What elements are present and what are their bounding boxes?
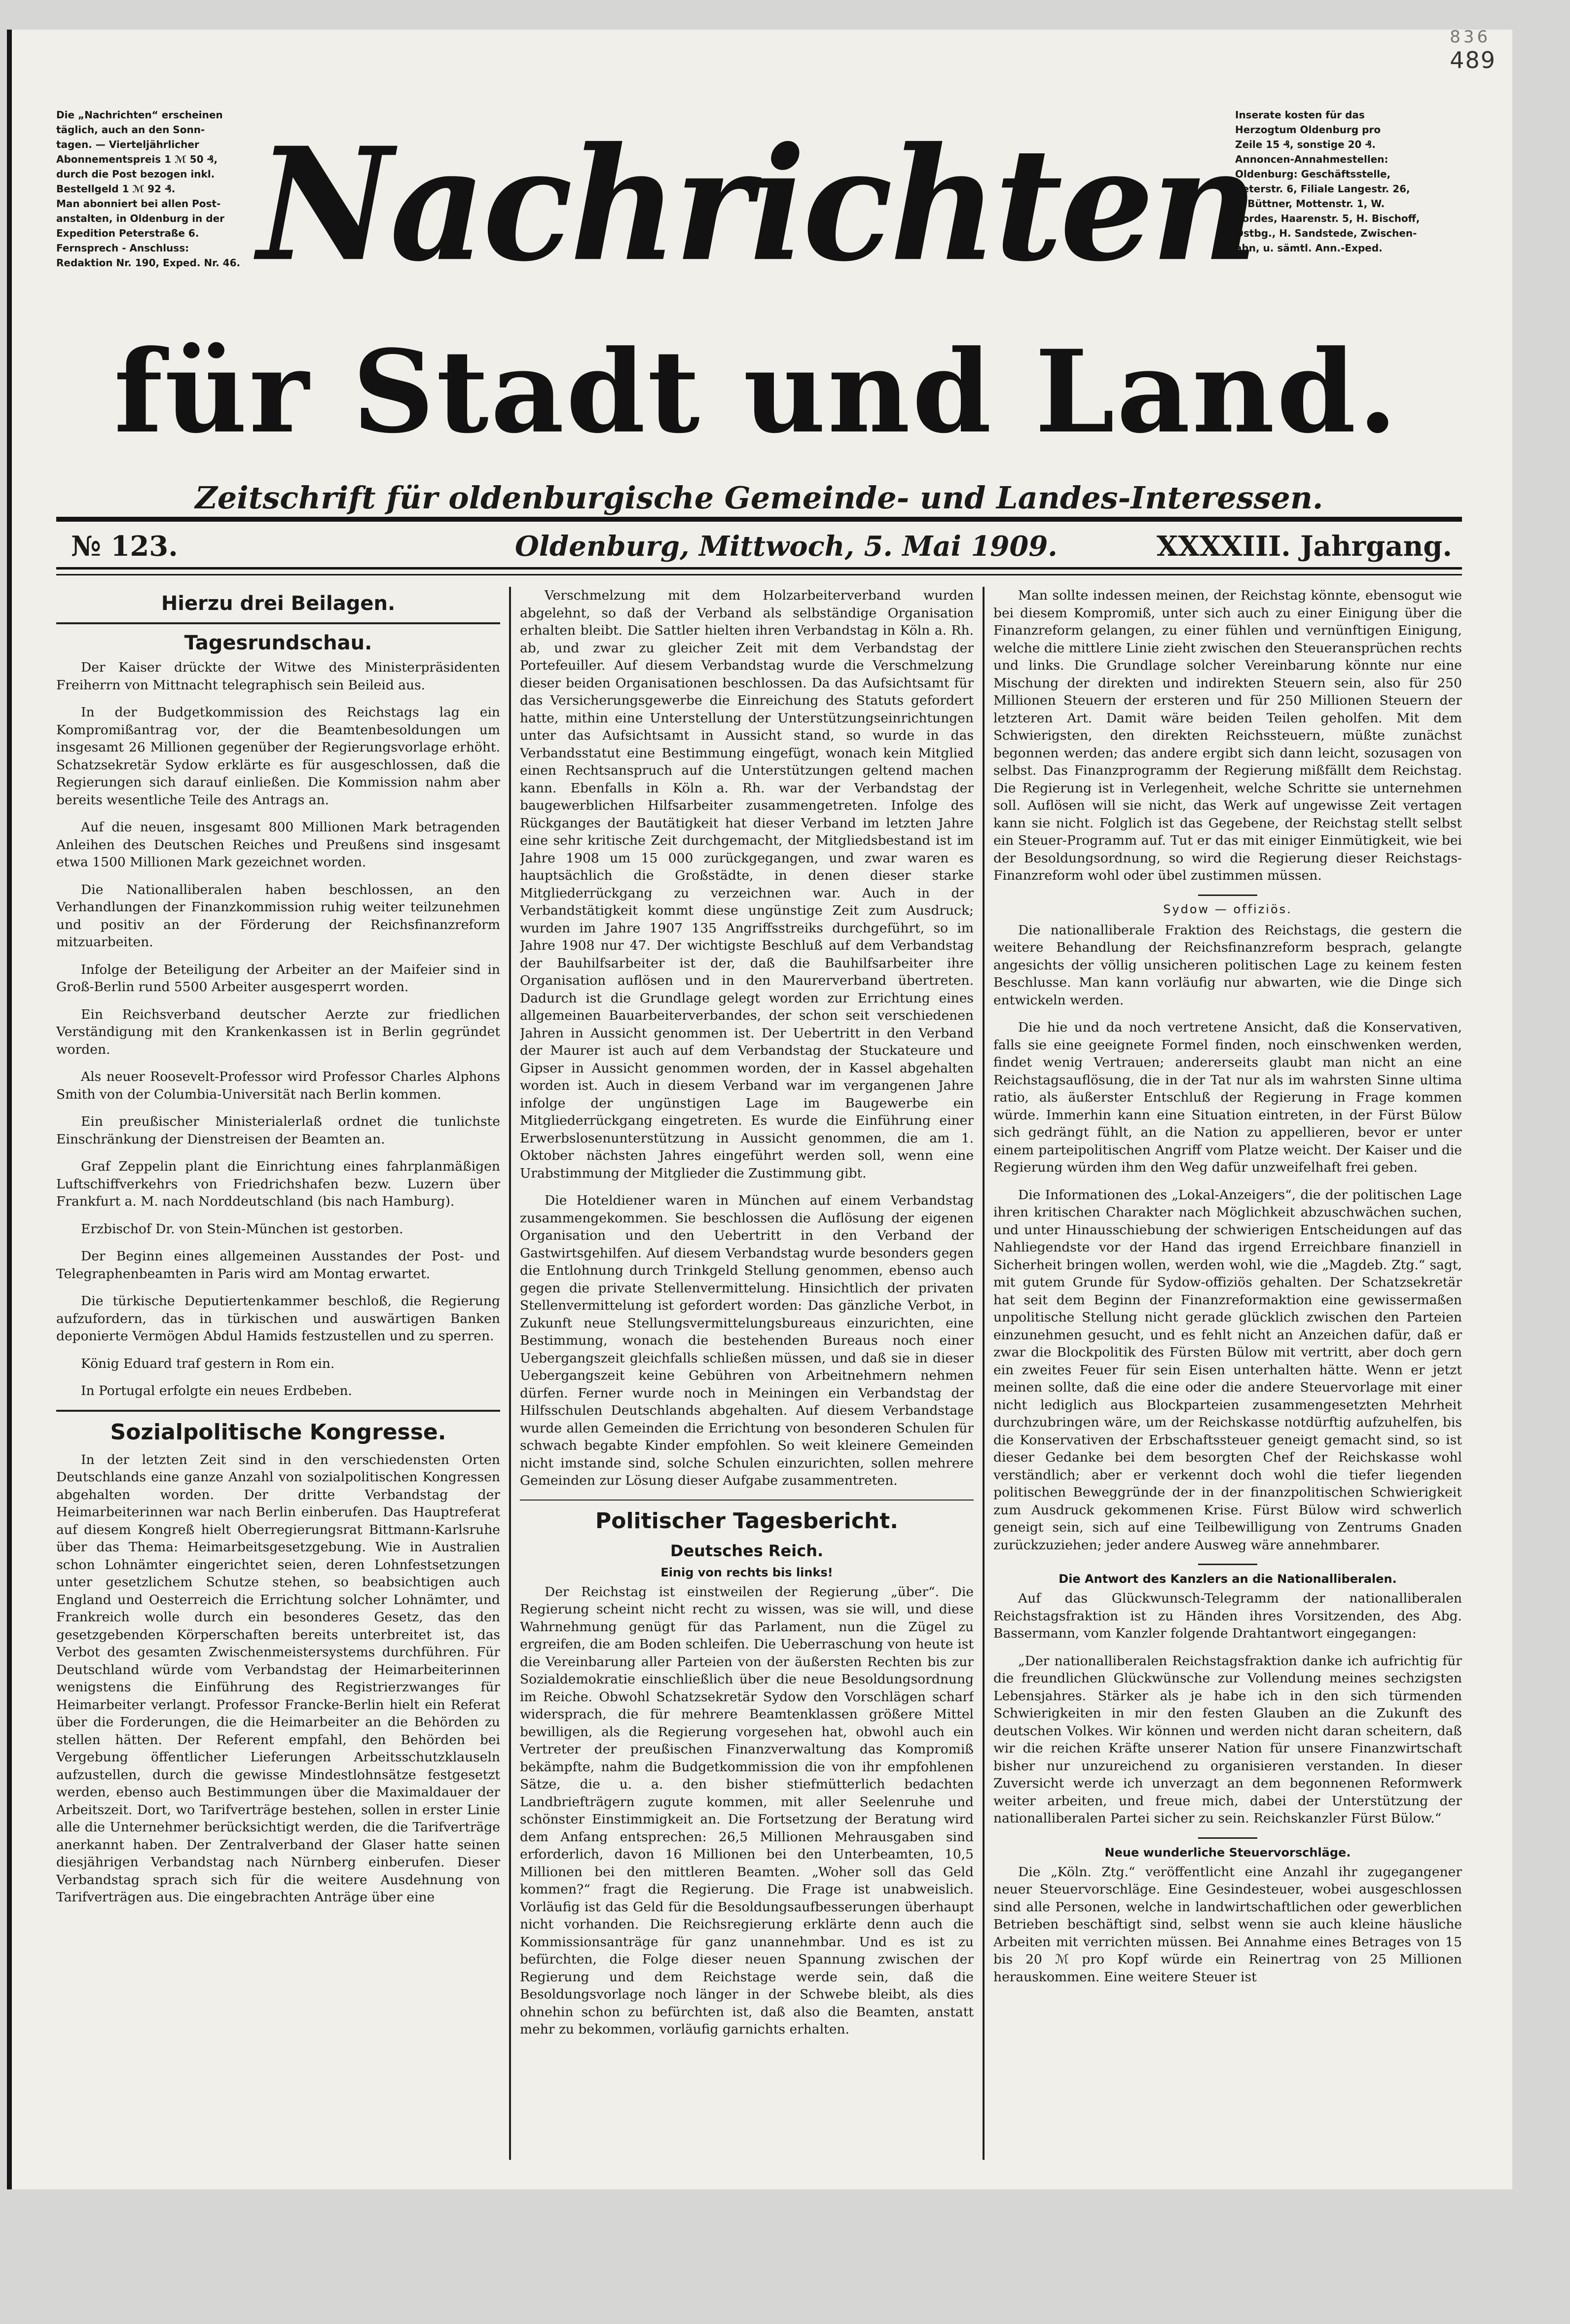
article-body — [993, 922, 1462, 1554]
article-body — [993, 587, 1462, 885]
paragraph: Die Hoteldiener waren in München auf einem Verbandstag zusammengekommen. Sie beschlossen die Auflösung der eigenen Organisation und den Uebertritt in den Verband der Gastwirtsgehilfen. Auf diesem Verbandstag wurde besonders gegen die Entlohnung durch Trinkgeld Stellung genommen, ebenso auch gegen die private Stellenvermittelung. Hinsichtlich der privaten Stellenvermittelung ist gefordert worden: Das gänzliche Verbot, in Zukunft neue Stellungsvermittelungsbureaus einzurichten, eine Bestimmung, wonach die bestehenden Bureaus noch einer Uebergangszeit gleichfalls schließen müssen, und daß sie in dieser Uebergangszeit keine Gebühren von Arbeitnehmern nehmen dürfen. Ferner wurde noch in Meiningen ein Verbandstag der Hilfsschulen Deutschlands abgehalten. Auf diesem Verbandstage wurde allen Gemeinden die Errichtung von besonderen Schulen für schwach begabte Kinder empfohlen. So weit kleinere Gemeinden nicht imstande sind, solche Schulen einzurichten, sollen mehrere Gemeinden zur Lösung dieser Aufgabe zusammentreten. — [520, 1193, 974, 1488]
divider — [56, 622, 500, 624]
notice-line: Zeile 15 ₰, sonstige 20 ₰. — [1235, 139, 1376, 150]
paragraph: Der Reichstag ist einstweilen der Regierung „über“. Die Regierung scheint nicht recht zu wissen, was sie will, und diese Wahrnehmung genügt für das Parlament, nun die Zügel zu ergreifen, die am Boden schleifen. Die Ueberraschung von heute ist die Vereinbarung aller Parteien von der äußersten Rechten bis zur Sozialdemokratie einschließlich über die neue Besoldungsordnung im Reiche. Obwohl Schatzsekretär Sydow den Vorschlägen scharf widersprach, die für mehrere Beamtenklassen größere Mittel bewilligen, als die Regierung vorgesehen hat, obwohl auch ein Vertreter der preußischen Finanzverwaltung das Kompromiß bekämpfte, nahm die Budgetkommission die von ihr empfohlenen Sätze, die u. a. den bisher stiefmütterlich bedachten Landbriefträgern zugute kommen, mit aller Seelenruhe und schönster Einstimmigkeit an. Die Fortsetzung der Beratung wird dem Anfang entsprechen: 26,5 Millionen Mehrausgaben sind erforderlich, davon 16 Millionen bei den Unterbeamten, 10,5 Millionen bei den mittleren Beamten. „Woher soll das Geld kommen?“ fragt die Regierung. Die Frage ist unabweislich. Vorläufig ist das Geld für die Besoldungsaufbesserungen überhaupt nicht vorhanden. Die Reichsregierung erklärte denn auch die Kommissionsanträge für ganz unannehmbar. Und es ist zu befürchten, die Folge dieser neuen Spannung zwischen der Regierung und dem Reichstage werde sein, daß die Besoldungsvorlage noch länger in der Schwebe bleibt, als dies ohnehin schon zu befürchten ist, daß also die Beamten, anstatt mehr zu bekommen, vorläufig garnichts erhalten. — [520, 1584, 974, 2037]
column-divider — [983, 587, 985, 2160]
divider — [1198, 1837, 1257, 1839]
column-2 — [520, 587, 974, 2180]
archive-mark — [1450, 27, 1496, 73]
paragraph: Graf Zeppelin plant die Einrichtung eines fahrplanmäßigen Luftschiffverkehrs von Friedrichshafen bezw. Luzern über Frankfurt a. M. nach Norddeutschland (bis nach Hamburg). — [56, 1159, 500, 1209]
paragraph: König Eduard traf gestern in Rom ein. — [81, 1356, 335, 1371]
dateline — [71, 527, 1452, 566]
supplements-note: Hierzu drei Beilagen. — [161, 592, 396, 615]
paragraph: In der letzten Zeit sind in den verschiedensten Orten Deutschlands eine ganze Anzahl von sozialpolitischen Kongressen abgehalten worden. Der dritte Verbandstag der Heimarbeiterinnen war nach Berlin einberufen. Das Hauptreferat auf diesem Kongreß hielt Oberregierungsrat Bittmann-Karlsruhe über das Thema: Heimarbeitsgesetzgebung. Wie in Australien schon Lohnämter eingerichtet seien, deren Lohnfestsetzungen unter gesetzlichem Schutze stehen, so beabsichtigen auch England und Oesterreich die Errichtung solcher Lohnämter, und Frankreich wolle durch ein besonderes Gesetz, das den gesetzgebenden Körperschaften bereits unterbreitet ist, das Verbot des gesamten Zwischenmeistersystems durchführen. Für Deutschland würde vom Verbandstag der Heimarbeiterinnen wenigstens die Einführung des Registrierzwanges für Heimarbeiter verlangt. Professor Francke-Berlin hielt ein Referat über die Forderungen, die die Heimarbeiter an die Behörden zu stellen hätten. Der Referent empfahl, den Behörden bei Vergebung öffentlicher Lieferungen Arbeitsschutzklauseln aufzustellen, durch die gewisse Mindestlohnsätze festgesetzt werden, ebenso auch Bestimmungen über die Maximaldauer der Arbeitszeit. Dort, wo Tarifverträge bestehen, sollen in erster Linie alle die Unternehmer berücksichtigt werden, die die Tarifverträge anerkannt haben. Der Zentralverband der Glaser hatte seinen diesjährigen Verbandstag nach Nürnberg einberufen. Dieser Verbandstag sprach sich für die weitere Ausdehnung von Tarifverträgen aus. Die eingebrachten Anträge über eine — [56, 1452, 500, 1905]
archive-mark-top: 836 — [1450, 27, 1491, 47]
section-heading: Sozialpolitische Kongresse. — [110, 1419, 446, 1445]
paragraph: Man sollte indessen meinen, der Reichstag könnte, ebensogut wie bei diesem Kompromiß, unter sich auch zu einer Einigung über die Finanzreform gelangen, zu einer fühlen und vernünftigen Einigung, welche die mittlere Linie zieht zwischen den Steueransprüchen rechts und links. Die Grundlage solcher Vereinbarung könnte nur eine Mischung der direkten und indirekten Steuern sein, also für 250 Millionen Steuern der ersteren und für 250 Millionen Steuern der letzteren Art. Damit wäre beiden Teilen geholfen. Mit dem Schwierigsten, den direkten Reichssteuern, müßte zunächst begonnen werden; das andere ergibt sich dann leicht, sozusagen von selbst. Das Finanzprogramm der Regierung mißfällt dem Reichstag. Die Regierung ist in Verlegenheit, welche Schritte sie unternehmen soll. Auflösen will sie nicht, das Werk auf ungewisse Zeit vertagen kann sie nicht. Folglich ist das Gegebene, der Reichstag stellt selbst ein Steuer-Programm auf. Tut er das mit einiger Einmütigkeit, wie bei der Besoldungsordnung, so wird die Regierung dieser Reichstags-Finanzreform wohl oder übel zustimmen müssen. — [993, 588, 1462, 883]
notice-line: ahn, u. sämtl. Ann.-Exped. — [1235, 242, 1383, 254]
notice-line: Herzogtum Oldenburg pro — [1235, 124, 1381, 136]
notice-line: anstalten, in Oldenburg in der — [56, 213, 225, 224]
notice-line: Oldenburg: Geschäftsstelle, — [1235, 168, 1391, 180]
masthead-title-line2: für Stadt und Land. — [113, 325, 1400, 459]
masthead-subtitle: Zeitschrift für oldenburgische Gemeinde- und Landes-Interessen. — [195, 480, 1323, 516]
section-heading: Tagesrundschau. — [184, 632, 372, 654]
masthead-title-line1: Nachrichten — [257, 113, 1256, 296]
paragraph: Als neuer Roosevelt-Professor wird Professor Charles Alphons Smith von der Columbia-Universität nach Berlin kommen. — [56, 1069, 500, 1102]
paragraph: In der Budgetkommission des Reichstags lag ein Kompromißantrag vor, der die Beamtenbesoldungen um insgesamt 26 Millionen gegenüber der Regierungsvorlage erhöht. Schatzsekretär Sydow erklärte es für ausgeschlossen, daß die Regierungen sich darauf einließen. Die Kommission nahm aber bereits wesentliche Teile des Antrags an. — [56, 705, 500, 808]
paragraph: Der Beginn eines allgemeinen Ausstandes der Post- und Telegraphenbeamten in Paris wird am Montag erwartet. — [56, 1249, 500, 1282]
article-body — [520, 587, 974, 1490]
article-heading: Die Antwort des Kanzlers an die Nationalliberalen. — [1059, 1572, 1397, 1586]
paragraph: Infolge der Beteiligung der Arbeiter an der Maifeier sind in Groß-Berlin rund 5500 Arbeiter ausgesperrt worden. — [56, 962, 500, 995]
notice-line: Fernsprech - Anschluss: — [56, 242, 189, 254]
notice-line: Peterstr. 6, Filiale Langestr. 26, — [1235, 183, 1410, 195]
masthead-rule-bottom — [56, 567, 1462, 570]
paragraph: Ein Reichsverband deutscher Aerzte zur friedlichen Verständigung mit den Krankenkassen ist in Berlin gegründet worden. — [56, 1006, 500, 1057]
paragraph: Die türkische Deputiertenkammer beschloß, die Regierung aufzufordern, das in türkischen und auswärtigen Banken deponierte Vermögen Abdul Hamids festzustellen und zu sperren. — [56, 1293, 500, 1344]
paragraph: Ein preußischer Ministerialerlaß ordnet die tunlichste Einschränkung der Dienstreisen der Beamten an. — [56, 1114, 500, 1147]
paragraph: In Portugal erfolgte ein neues Erdbeben. — [81, 1383, 352, 1398]
article-body — [520, 1583, 974, 2038]
paragraph: „Der nationalliberalen Reichstagsfraktion danke ich aufrichtig für die freundlichen Glückwünsche zur Vollendung meines sechzigsten Lebensjahres. Stärker als je habe ich in den sich türmenden Schwierigkeiten in mir den festen Glauben an die Zukunft des deutschen Volkes. Wir können und werden nicht daran scheitern, daß wir die reichen Kräfte unserer Nation für unsere Finanzwirtschaft bisher nur unzureichend zu organisieren verstanden. In dieser Zuversicht werde ich unverzagt an dem begonnenen Reformwerk weiter arbeiten, und freue mich, dabei der Unterstützung der nationalliberalen Partei sicher zu sein. Reichskanzler Fürst Bülow.“ — [993, 1653, 1462, 1826]
notice-line: Man abonniert bei allen Post- — [56, 198, 221, 210]
notice-line: Bestellgeld 1 ℳ 92 ₰. — [56, 183, 176, 195]
notice-line: durch die Post bezogen inkl. — [56, 168, 215, 180]
notice-line: Abonnementspreis 1 ℳ 50 ₰, — [56, 153, 218, 165]
section-subheading: Deutsches Reich. — [670, 1541, 824, 1560]
notice-line: Ostbg., H. Sandstede, Zwischen- — [1235, 227, 1417, 239]
notice-line: F. Büttner, Mottenstr. 1, W. — [1235, 198, 1385, 210]
article-heading: Neue wunderliche Steuervorschläge. — [1104, 1845, 1351, 1859]
masthead-rule-top — [56, 517, 1462, 522]
paragraph: Verschmelzung mit dem Holzarbeiterverband wurden abgelehnt, so daß der Verband als selbständige Organisation erhalten bleibt. Die Sattler hielten ihren Verbandstag in Köln a. Rh. ab, und zwar zu gleicher Zeit mit dem Verbandstag der Portefeuiller. Auf diesem Verbandstag wurde die Verschmelzung dieser beiden Organisationen beschlossen. Da das Aufsichtsamt für das Versicherungsgewerbe die Einreichung des Statuts gefordert hatte, mithin eine Unterstellung der Unterstützungseinrichtungen unter das Aufsichtsamt in Aussicht stand, so wurde in das Verbandsstatut eine Bestimmung eingefügt, wonach kein Mitglied einen Rechtsanspruch auf die Unterstützungen geltend machen kann. Ebenfalls in Köln a. Rh. war der Verbandstag der baugewerblichen Hilfsarbeiter zusammengetreten. Infolge des Rückganges der Bautätigkeit hat dieser Verband im letzten Jahre eine sehr kritische Zeit durchgemacht, der Mitgliedsbestand ist im Jahre 1908 um 15 000 zurückgegangen, und zwar waren es hauptsächlich die Großstädte, in denen dieser starke Mitgliederrückgang zu verzeichnen war. Auch in der Verbandstätigkeit kommt diese ungünstige Zeit zum Ausdruck; wurden im Jahre 1907 135 Angriffsstreiks durchgeführt, so im Jahre 1908 nur 47. Der wichtigste Beschluß auf dem Verbandstag der Bauhilfsarbeiter ist der, daß die Bauhilfsarbeiter ihre Organisation auflösen und in den Maurerverband übertreten. Dadurch ist die Grundlage gelegt worden zur Errichtung eines allgemeinen Bauarbeiterverbandes, der schon seit verschiedenen Jahren in Aussicht genommen ist. Der Uebertritt in den Verband der Maurer ist auch auf dem Verbandstag der Stuckateure und Gipser in Aussicht genommen worden, der in Kassel abgehalten worden ist. Auch in diesem Verband war im vergangenen Jahre infolge der ungünstigen Lage im Baugewerbe ein Mitgliederrückgang eingetreten. Es wurde die Einführung einer Erwerbslosenunterstützung in Aussicht genommen, die am 1. Oktober nächsten Jahres eingeführt werden soll, wenn eine Urabstimmung der Mitglieder die Zustimmung gibt. — [520, 588, 974, 1181]
notice-line: täglich, auch an den Sonn- — [56, 124, 205, 136]
notice-line: tagen. — Vierteljährlicher — [56, 139, 199, 150]
article-heading: Einig von rechts bis links! — [660, 1565, 833, 1579]
column-1 — [56, 587, 500, 2180]
newspaper-page — [7, 30, 1512, 2189]
column-3 — [993, 587, 1462, 2180]
issue-date: Oldenburg, Mittwoch, 5. Mai 1909. — [515, 530, 1058, 563]
notice-line: Cordes, Haarenstr. 5, H. Bischoff, — [1235, 213, 1420, 224]
notice-line: Redaktion Nr. 190, Exped. Nr. 46. — [56, 257, 241, 269]
paragraph: Die nationalliberale Fraktion des Reichstags, die gestern die weitere Behandlung der Reichsfinanzreform besprach, gelangte angesichts der völlig unsicheren politischen Lage zu keinem festen Beschlusse. Man kann vorläufig nur abwarten, wie die Dinge sich entwickeln werden. — [993, 922, 1462, 1008]
paragraph: Der Kaiser drückte der Witwe des Ministerpräsidenten Freiherrn von Mittnacht telegraphisch sein Beileid aus. — [56, 660, 500, 693]
notice-line: Annoncen-Annahmestellen: — [1235, 153, 1388, 165]
notice-line: Inserate kosten für das — [1235, 109, 1365, 121]
divider — [520, 1500, 974, 1501]
section-heading: Politischer Tagesbericht. — [595, 1508, 899, 1534]
issue-year: XXXXIII. Jahrgang. — [1156, 530, 1452, 563]
article-body — [56, 1451, 500, 1906]
news-roundup — [56, 659, 500, 1400]
paragraph: Auf das Glückwunsch-Telegramm der nationalliberalen Reichstagsfraktion ist zu Händen ihres Vorsitzenden, des Abg. Bassermann, vom Kanzler folgende Drahtantwort eingegangen: — [993, 1591, 1462, 1641]
paragraph: Erzbischof Dr. von Stein-München ist gestorben. — [81, 1221, 403, 1237]
paragraph: Die Informationen des „Lokal-Anzeigers“, die der politischen Lage ihren kritischen Charakter nach Möglichkeit abzuschwächen suchen, und unter Hinausschiebung der schwierigen Entscheidungen auf das Nahliegendste vor der Hand das irgend Erreichbare finanziell in Sicherheit bringen wollen, werden wohl, wie die „Magdeb. Ztg.“ sagt, mit gutem Grunde für Sydow-offiziös gehalten. Der Schatzsekretär hat seit dem Beginn der Finanzreformaktion eine gewissermaßen unpolitische Stellung nicht gerade glücklich zwischen den Parteien einzunehmen gesucht, und es fehlt nicht an Anzeichen dafür, daß er zwar die Blockpolitik des Fürsten Bülow mit vertritt, aber doch gern ein zweites Feuer für sein Eisen unterhalten hätte. Wenn er jetzt meinen sollte, daß die eine oder die andere Steuervorlage mit einer nicht lediglich aus Blockparteien zusammengesetzten Mehrheit durchzubringen wäre, um der Reichskasse notdürftig aufzuhelfen, bis die Konservativen der Erbschaftssteuer geneigt gemacht sind, so ist dieser Gedanke bei dem besorgten Chef der Reichskasse wohl verständlich; aber er verkennt doch wohl die tiefer liegenden politischen Beweggründe der in der finanzpolitischen Schwierigkeit zum Ausdruck gekommenen Krise. Fürst Bülow wird schwerlich geneigt sein, sich auf eine Teilbewilligung von Zentrums Gnaden zurückzuziehen; jeder andere Ausweg wäre annehmbarer. — [993, 1187, 1462, 1553]
paragraph: Die hie und da noch vertretene Ansicht, daß die Konservativen, falls sie eine geeignete Formel finden, noch einschwenken werden, findet wenig Vertrauen; andererseits glaubt man nicht an eine Reichstagsauflösung, die in der Tat nur als im wahrsten Sinne ultima ratio, als äußerster Entschluß der Regierung in Frage kommen würde. Immerhin kann eine Situation eintreten, in der Fürst Bülow sich gedrängt fühlt, an die Nation zu appellieren, bevor er unter einem parteipolitischen Angriff vom Platze weicht. Der Kaiser und die Regierung würden ihm den Weg dafür unzweifelhaft frei geben. — [993, 1020, 1462, 1175]
article-heading: Sydow — offiziös. — [1163, 902, 1292, 916]
notice-line: Die „Nachrichten“ erscheinen — [56, 109, 223, 121]
paragraph: Die Nationalliberalen haben beschlossen, an den Verhandlungen der Finanzkommission ruhig weiter teilzunehmen und positiv an der Förderung der Reichsfinanzreform mitzuarbeiten. — [56, 882, 500, 950]
divider — [1198, 894, 1257, 896]
article-body — [993, 1590, 1462, 1827]
issue-number: № 123. — [71, 530, 178, 563]
article-body — [993, 1863, 1462, 1986]
column-divider — [509, 587, 511, 2160]
masthead-rule-bottom-thin — [56, 574, 1462, 575]
paragraph: Auf die neuen, insgesamt 800 Millionen Mark betragenden Anleihen des Deutschen Reiches und Preußens sind insgesamt etwa 1500 Millionen Mark gezeichnet worden. — [56, 820, 500, 870]
divider — [56, 1410, 500, 1412]
notice-line: Expedition Peterstraße 6. — [56, 227, 199, 239]
archive-page-number: 489 — [1450, 47, 1496, 73]
paragraph: Die „Köln. Ztg.“ veröffentlicht eine Anzahl ihr zugegangener neuer Steuervorschläge. Eine Gesindesteuer, wobei ausgeschlossen sind alle Personen, welche in landwirtschaftlichen oder gewerblichen Betrieben beschäftigt sind, selbst wenn sie auch kleine häusliche Arbeiten mit verrichten müssen. Bei Annahme eines Betrages von 15 bis 20 ℳ pro Kopf würde ein Reinertrag von 25 Millionen herauskommen. Eine weitere Steuer ist — [993, 1864, 1462, 1985]
divider — [1198, 1564, 1257, 1565]
